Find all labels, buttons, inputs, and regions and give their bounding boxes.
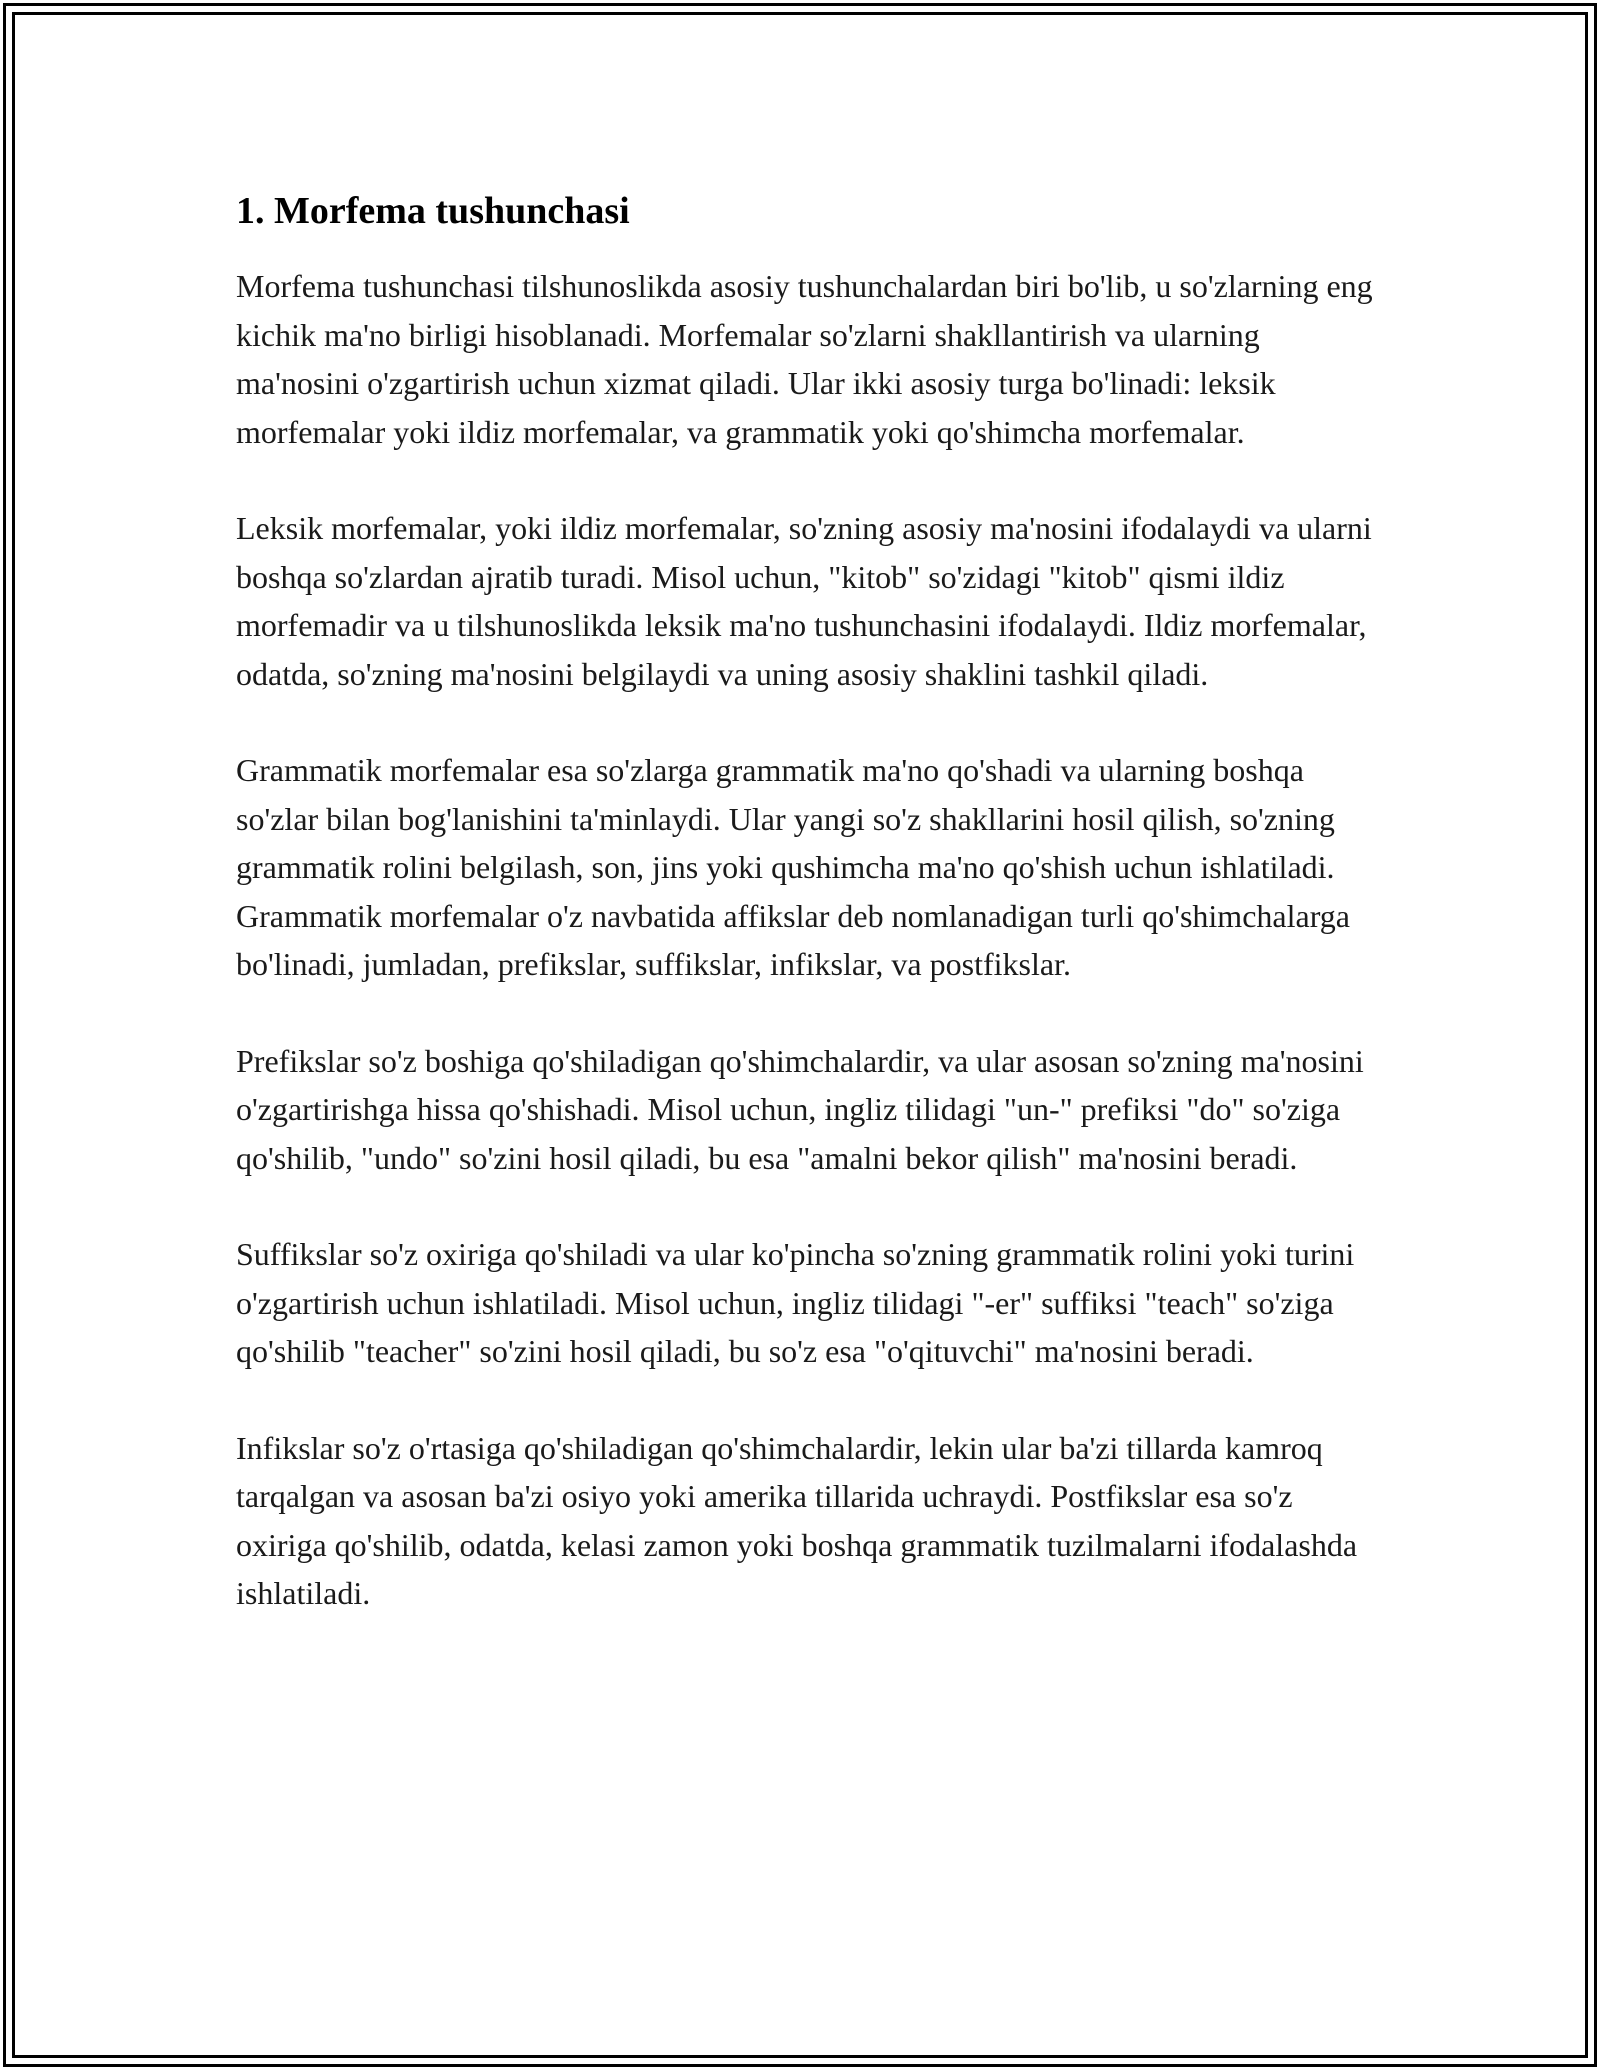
- paragraph-morpheme-definition: Morfema tushunchasi tilshunoslikda asosiy tushunchalardan biri bo'lib, u so'zlarning eng kichik ma'no birligi hisoblanadi. Morfemalar so'zlarni shakllantirish va ularning ma'nosini o'zgartirish uchun xizmat qiladi. Ular ikki asosiy turga bo'linadi: leksik morfemalar yoki ildiz morfemalar, va grammatik yoki qo'shimcha morfemalar.: [236, 268, 1373, 450]
- paragraph-prefixes: Prefikslar so'z boshiga qo'shiladigan qo'shimchalardir, va ular asosan so'zning ma'nosini o'zgartirishga hissa qo'shishadi. Misol uchun, ingliz tilidagi "un-" prefiksi "do" so'ziga qo'shilib, "undo" so'zini hosil qiladi, bu esa "amalni bekor qilish" ma'nosini beradi.: [236, 1042, 1364, 1176]
- document-body: [236, 186, 1376, 1666]
- paragraph-infixes-postfixes: Infikslar so'z o'rtasiga qo'shiladigan qo'shimchalardir, lekin ular ba'zi tillarda kamroq tarqalgan va asosan ba'zi osiyo yoki amerika tillarida uchraydi. Postfikslar esa so'z oxiriga qo'shilib, odatda, kelasi zamon yoki boshqa grammatik tuzilmalarni ifodalashda ishlatiladi.: [236, 1429, 1358, 1611]
- paragraph-lexical-morphemes: Leksik morfemalar, yoki ildiz morfemalar, so'zning asosiy ma'nosini ifodalaydi va ularni boshqa so'zlardan ajratib turadi. Misol uchun, "kitob" so'zidagi "kitob" qismi ildiz morfemadir va u tilshunoslikda leksik ma'no tushunchasini ifodalaydi. Ildiz morfemalar, odatda, so'zning ma'nosini belgilaydi va uning asosiy shaklini tashkil qiladi.: [236, 510, 1372, 692]
- paragraph-suffixes: Suffikslar so'z oxiriga qo'shiladi va ular ko'pincha so'zning grammatik rolini yoki turini o'zgartirish uchun ishlatiladi. Misol uchun, ingliz tilidagi "-er" suffiksi "teach" so'ziga qo'shilib "teacher" so'zini hosil qiladi, bu so'z esa "o'qituvchi" ma'nosini beradi.: [236, 1236, 1355, 1369]
- paragraph-grammatical-morphemes: Grammatik morfemalar esa so'zlarga grammatik ma'no qo'shadi va ularning boshqa so'zlar bilan bog'lanishini ta'minlaydi. Ular yangi so'z shakllarini hosil qilish, so'zning grammatik rolini belgilash, son, jins yoki qushimcha ma'no qo'shish uchun ishlatiladi. Grammatik morfemalar o'z navbatida affikslar deb nomlanadigan turli qo'shimchalarga bo'linadi, jumladan, prefikslar, suffikslar, infikslar, va postfikslar.: [236, 752, 1350, 982]
- section-heading: 1. Morfema tushunchasi: [236, 190, 630, 232]
